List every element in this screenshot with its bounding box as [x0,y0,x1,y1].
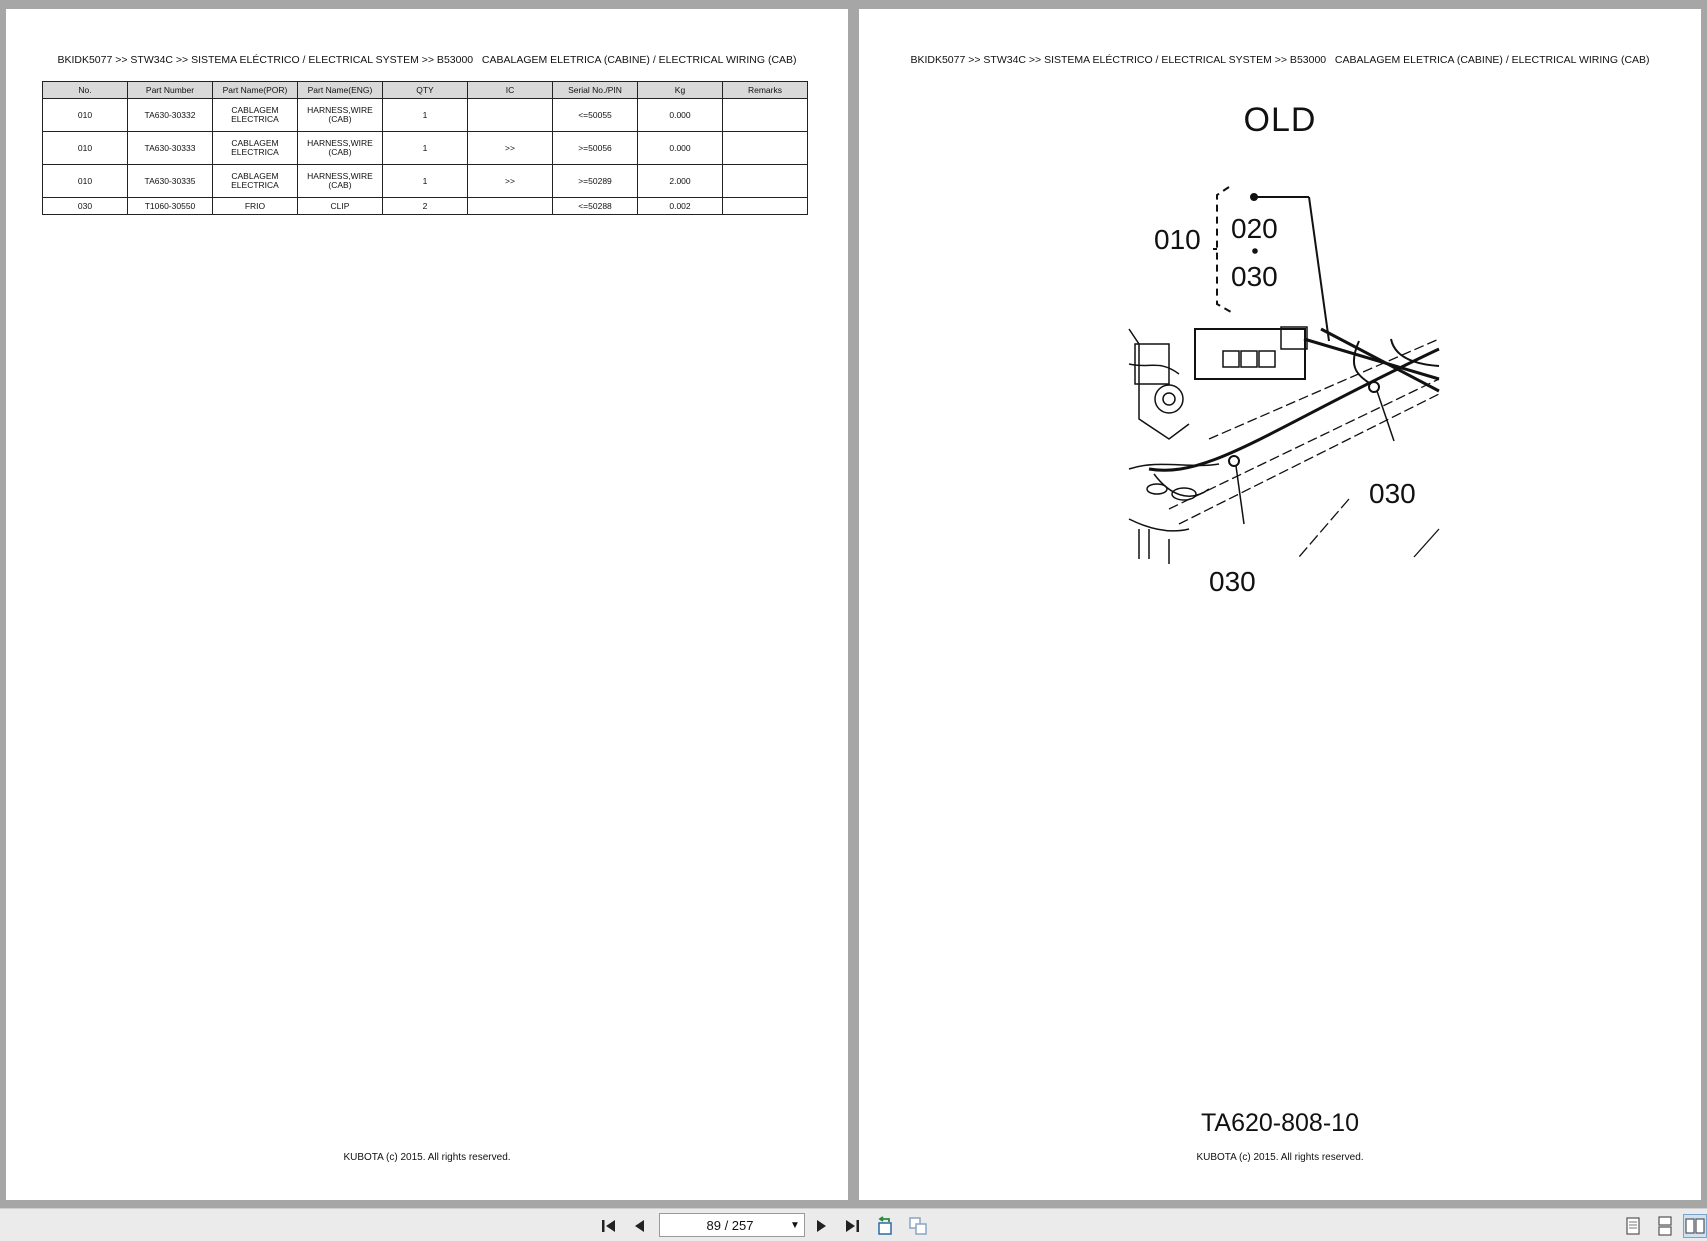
callout-020: 020 [1231,213,1278,244]
cell-no: 010 [43,99,128,132]
single-page-icon [1625,1216,1641,1236]
cell-remarks [723,132,808,165]
viewer-toolbar [0,1208,1707,1241]
page-indicator: 89 / 257 [706,1217,754,1233]
callout-030-right: 030 [1369,478,1416,509]
first-page-icon [600,1217,618,1235]
last-page-icon [843,1217,861,1235]
cell-remarks [723,198,808,215]
cell-name-por: CABLAGEM ELECTRICA [213,99,298,132]
cell-part-number: TA630-30333 [128,132,213,165]
callout-030-group: 030 [1231,261,1278,292]
col-header-kg: Kg [638,82,723,99]
cell-name-eng: CLIP [298,198,383,215]
col-header-part-name-por: Part Name(POR) [213,82,298,99]
cell-name-por: CABLAGEM ELECTRICA [213,132,298,165]
callout-010: 010 [1154,224,1201,255]
copyright-footer: KUBOTA (c) 2015. All rights reserved. [343,1152,511,1163]
next-page-button[interactable] [809,1214,833,1238]
bracket-line [1217,187,1231,312]
cell-name-eng: HARNESS,WIRE (CAB) [298,99,383,132]
left-document-page [6,9,848,1200]
clip-left [1229,456,1239,466]
figure-code: TA620-808-10 [1201,1109,1359,1137]
previous-page-icon [631,1217,649,1235]
cell-kg: 0.000 [638,132,723,165]
cell-ic [468,99,553,132]
cell-qty: 1 [383,132,468,165]
cell-kg: 0.000 [638,99,723,132]
copyright-footer: KUBOTA (c) 2015. All rights reserved. [1196,1152,1364,1163]
cell-serial: <=50288 [553,198,638,215]
cell-ic: >> [468,132,553,165]
col-header-ic: IC [468,82,553,99]
cell-serial: >=50289 [553,165,638,198]
parts-table [42,81,808,215]
two-page-view-button[interactable] [1683,1214,1707,1238]
cell-no: 030 [43,198,128,215]
cell-qty: 1 [383,165,468,198]
cell-qty: 1 [383,99,468,132]
cell-name-eng: HARNESS,WIRE (CAB) [298,132,383,165]
cell-name-por: CABLAGEM ELECTRICA [213,165,298,198]
cell-ic: >> [468,165,553,198]
table-header-row [43,82,808,99]
chevron-down-icon[interactable]: ▼ [790,1219,800,1231]
cell-part-number: TA630-30332 [128,99,213,132]
cell-no: 010 [43,132,128,165]
cell-serial: <=50055 [553,99,638,132]
next-page-icon [812,1217,830,1235]
cell-ic [468,198,553,215]
cell-serial: >=50056 [553,132,638,165]
cell-remarks [723,165,808,198]
col-header-qty: QTY [383,82,468,99]
page-breadcrumb: BKIDK5077 >> STW34C >> SISTEMA ELÉCTRICO / ELECTRICAL SYSTEM >> B53000 CABALAGEM ELETRICA (CABINE) / ELECTRICAL WIRING (CAB) [57,54,797,66]
last-page-button[interactable] [840,1214,864,1238]
cell-remarks [723,99,808,132]
cell-name-eng: HARNESS,WIRE (CAB) [298,165,383,198]
cell-no: 010 [43,165,128,198]
clip-right [1369,382,1379,392]
right-document-page [859,9,1701,1200]
rotate-view-button[interactable] [874,1214,898,1238]
col-header-serial: Serial No./PIN [553,82,638,99]
col-header-no: No. [43,82,128,99]
col-header-part-number: Part Number [128,82,213,99]
compare-view-icon [907,1215,929,1237]
first-page-button[interactable] [597,1214,621,1238]
table-row [43,198,808,215]
cell-part-number: TA630-30335 [128,165,213,198]
table-row [43,165,808,198]
cell-part-number: T1060-30550 [128,198,213,215]
cell-qty: 2 [383,198,468,215]
continuous-page-icon [1657,1216,1673,1236]
cell-name-por: FRIO [213,198,298,215]
previous-page-button[interactable] [628,1214,652,1238]
page-breadcrumb: BKIDK5077 >> STW34C >> SISTEMA ELÉCTRICO / ELECTRICAL SYSTEM >> B53000 CABALAGEM ELETRICA (CABINE) / ELECTRICAL WIRING (CAB) [910,54,1650,66]
rotate-view-icon [875,1215,897,1237]
col-header-remarks: Remarks [723,82,808,99]
single-page-view-button[interactable] [1621,1214,1645,1238]
continuous-view-button[interactable] [1653,1214,1677,1238]
compare-view-button[interactable] [906,1214,930,1238]
page-number-input[interactable] [659,1213,805,1237]
callout-030-bottom: 030 [1209,566,1256,597]
table-row [43,132,808,165]
two-page-icon [1685,1217,1705,1235]
cell-kg: 0.002 [638,198,723,215]
table-row [43,99,808,132]
col-header-part-name-eng: Part Name(ENG) [298,82,383,99]
cell-kg: 2.000 [638,165,723,198]
diagram-title: OLD [1243,101,1317,139]
